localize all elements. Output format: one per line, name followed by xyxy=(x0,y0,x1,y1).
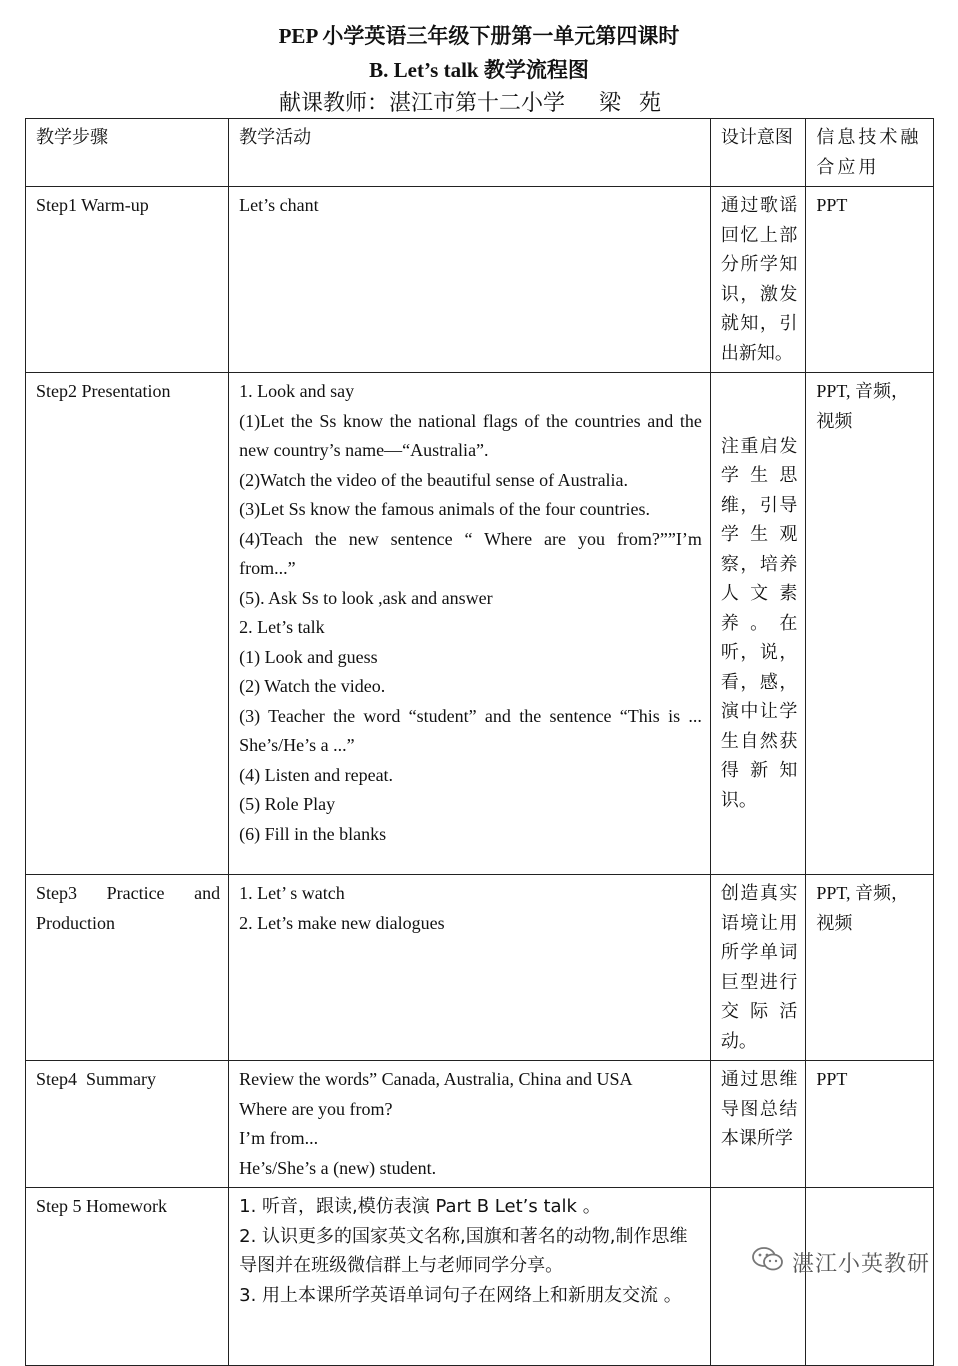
activity-cell xyxy=(229,1061,711,1188)
table-header-row xyxy=(26,119,934,187)
activity-line: (4)Teach the new sentence “ Where are you from?””I’m from...” xyxy=(239,528,702,578)
activity-line: Review the words” Canada, Australia, China and USA xyxy=(239,1069,633,1089)
step-cell: Step1 Warm-up xyxy=(26,187,229,373)
activity-line: (4) Listen and repeat. xyxy=(239,764,394,785)
activity-line: Where are you from? xyxy=(239,1098,393,1119)
watermark-text: 湛江小英教研 xyxy=(791,1251,930,1277)
activity-line: 1. Let’ s watch xyxy=(239,883,345,903)
watermark xyxy=(752,1245,930,1279)
table-row xyxy=(26,875,934,1061)
activity-cell xyxy=(229,1188,711,1366)
activity-line: (1)Let the Ss know the national flags of the countries and the new country’s name—“Australia”. xyxy=(239,410,702,460)
lesson-plan-table xyxy=(25,118,934,1366)
activity-line: (2)Watch the video of the beautiful sense of Australia. xyxy=(239,469,629,490)
step-cell: Step 5 Homework xyxy=(26,1188,229,1366)
author-line xyxy=(0,90,958,118)
header-tech: 信息技术融合应用 xyxy=(806,119,934,187)
activity-line: I’m from... xyxy=(239,1128,319,1148)
header-step: 教学步骤 xyxy=(26,119,229,187)
activity-cell xyxy=(229,875,711,1061)
activity-line: 3. 用上本课所学英语单词句子在网络上和新朋友交流 。 xyxy=(239,1284,682,1306)
tech-cell: PPT, 音频，视频 xyxy=(806,875,934,1061)
activity-line: (3)Let Ss know the famous animals of the four countries. xyxy=(239,499,651,519)
author-school: 献课教师：湛江市第十二小学 xyxy=(278,91,565,116)
activity-line: Let’s chant xyxy=(239,195,319,215)
intent-cell: 通过歌谣回忆上部分所学知识，激发就知，引出新知。 xyxy=(710,187,805,373)
activity-cell xyxy=(229,187,711,373)
activity-line: (5) Role Play xyxy=(239,794,336,814)
tech-cell: PPT xyxy=(806,1061,934,1188)
table-row xyxy=(26,187,934,373)
intent-cell: 创造真实语境让用所学单词巨型进行交际活动。 xyxy=(710,875,805,1061)
header-intent: 设计意图 xyxy=(710,119,805,187)
activity-line: (3) Teacher the word “student” and the sentence “This is ... She’s/He’s a ...” xyxy=(239,705,702,755)
activity-line: (5). Ask Ss to look ,ask and answer xyxy=(239,587,493,608)
activity-line: 2. Let’s make new dialogues xyxy=(239,912,445,933)
activity-line: 1. Look and say xyxy=(239,381,355,401)
table-row xyxy=(26,1061,934,1188)
document-subtitle: B. Let’s talk 教学流程图 xyxy=(369,58,589,82)
wechat-icon xyxy=(752,1246,784,1278)
activity-line: He’s/She’s a (new) student. xyxy=(239,1157,437,1178)
intent-cell: 注重启发学生思维，引导学生观察，培养人文素养。在听，说，看，感，演中让学生自然获得新知识。 xyxy=(710,373,805,875)
activity-line: (1) Look and guess xyxy=(239,646,378,667)
document-title: PEP 小学英语三年级下册第一单元第四课时 xyxy=(278,24,680,48)
author-name: 梁苑 xyxy=(599,91,680,116)
table-row xyxy=(26,373,934,875)
activity-line: 2. Let’s talk xyxy=(239,617,325,637)
tech-cell: PPT, 音频，视频 xyxy=(806,373,934,875)
activity-line: (6) Fill in the blanks xyxy=(239,823,387,844)
activity-line: (2) Watch the video. xyxy=(239,676,386,696)
tech-cell: PPT xyxy=(806,187,934,373)
activity-line: 2. 认识更多的国家英文名称,国旗和著名的动物,制作思维导图并在班级微信群上与老师同学分享。 xyxy=(239,1225,688,1276)
step-cell: Step3 Practice and Production xyxy=(26,875,229,1061)
activity-line: 1. 听音，跟读,模仿表演 Part B Let’s talk 。 xyxy=(239,1196,601,1217)
step-cell: Step2 Presentation xyxy=(26,373,229,875)
activity-cell xyxy=(229,373,711,875)
intent-cell: 通过思维导图总结本课所学 xyxy=(710,1061,805,1188)
header-activity: 教学活动 xyxy=(229,119,711,187)
step-cell: Step4 Summary xyxy=(26,1061,229,1188)
